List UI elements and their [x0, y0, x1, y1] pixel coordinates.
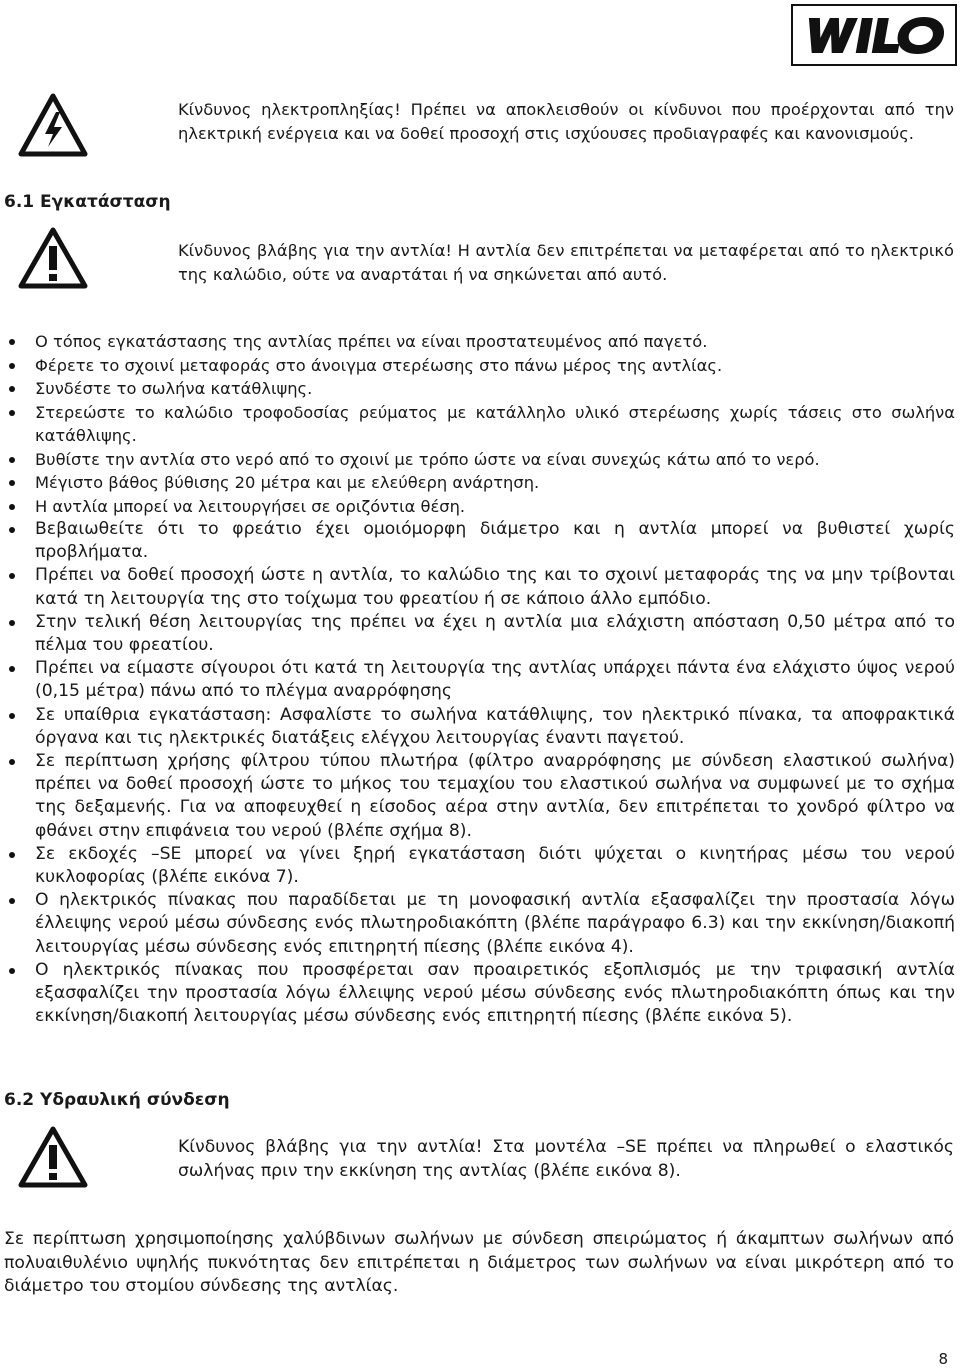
- list-item: Μέγιστο βάθος βύθισης 20 μέτρα και με ελεύθερη ανάρτηση.: [0, 471, 955, 495]
- list-item: Στην τελική θέση λειτουργίας της πρέπει να έχει η αντλία μια ελάχιστη απόσταση 0,50 μέτρα από το πέλμα του φρεατίου.: [0, 611, 955, 657]
- list-item: Ο ηλεκτρικός πίνακας που παραδίδεται με τη μονοφασική αντλία εξασφαλίζει την προστασία λόγω έλλειψης νερού μέσω σύνδεσης ενός πλωτηροδιακόπτη (βλέπε παράγραφο 6.3) και την εκκίνηση/διακοπή λειτουργίας μέσω σύνδεσης ενός επιτηρητή πίεσης (βλέπε εικόνα 4).: [0, 889, 955, 959]
- list-item: Η αντλία μπορεί να λειτουργήσει σε οριζόντια θέση.: [0, 495, 955, 519]
- list-item: Πρέπει να είμαστε σίγουροι ότι κατά τη λειτουργία της αντλίας υπάρχει πάντα ένα ελάχιστο ύψος νερού (0,15 μέτρα) πάνω από το πλέγμα αναρρόφησης: [0, 657, 955, 703]
- list-item: Βεβαιωθείτε ότι το φρεάτιο έχει ομοιόμορφη διάμετρο και η αντλία μπορεί να βυθιστεί χωρίς προβλήματα.: [0, 518, 955, 564]
- section-title-hydraulic-connection: 6.2 Υδραυλική σύνδεση: [4, 1090, 230, 1110]
- wilo-logo: [791, 4, 957, 66]
- list-item: Σε περίπτωση χρήσης φίλτρου τύπου πλωτήρα (φίλτρο αναρρόφησης με σύνδεση ελαστικού σωλήνα) πρέπει να δοθεί προσοχή ώστε το μήκος του τεμαχίου του ελαστικού σωλήνα να συμφωνεί με το σχήμα της δεξαμενής. Για να αποφευχθεί η είσοδος αέρα στην αντλία, δεν επιτρέπεται το χονδρό φίλτρο να φθάνει στην επιφάνεια του νερού (βλέπε σχήμα 8).: [0, 750, 955, 843]
- list-item: Σε υπαίθρια εγκατάσταση: Ασφαλίστε το σωλήνα κατάθλιψης, τον ηλεκτρικό πίνακα, τα αποφρακτικά όργανα και τις ηλεκτρικές διατάξεις ελέγχου λειτουργίας έναντι παγετού.: [0, 704, 955, 750]
- electric-hazard-icon: [18, 92, 88, 158]
- installation-steps-list: [0, 330, 955, 1028]
- list-item: Βυθίστε την αντλία στο νερό από το σχοινί με τρόπο ώστε να είναι συνεχώς κάτω από το νερό.: [0, 448, 955, 472]
- page-number: 8: [938, 1350, 948, 1368]
- warning-pump-damage-text: Κίνδυνος βλάβης για την αντλία! Η αντλία δεν επιτρέπεται να μεταφέρεται από το ηλεκτρικό της καλώδιο, ούτε να αναρτάται ή να σηκώνεται από αυτό.: [178, 241, 954, 284]
- warning-se-models-text: Κίνδυνος βλάβης για την αντλία! Στα μοντέλα –SE πρέπει να πληρωθεί ο ελαστικός σωλήνας πριν την εκκίνηση της αντλίας (βλέπε εικόνα 8).: [178, 1137, 954, 1181]
- list-item: Ο ηλεκτρικός πίνακας που προσφέρεται σαν προαιρετικός εξοπλισμός με την τριφασική αντλία εξασφαλίζει την προστασία λόγω έλλειψης νερού μέσω σύνδεσης ενός πλωτηροδιακόπτη όπως και την εκκίνηση/διακοπή λειτουργίας μέσω σύνδεσης ενός επιτηρητή πίεσης (βλέπε εικόνα 5).: [0, 959, 955, 1029]
- warning-electric-text: Κίνδυνος ηλεκτροπληξίας! Πρέπει να αποκλεισθούν οι κίνδυνοι που προέρχονται από την ηλεκτρική ενέργεια και να δοθεί προσοχή στις ισχύουσες προδιαγραφές και κανονισμούς.: [178, 100, 954, 143]
- list-item: Φέρετε το σχοινί μεταφοράς στο άνοιγμα στερέωσης στο πάνω μέρος της αντλίας.: [0, 354, 955, 378]
- closing-paragraph: Σε περίπτωση χρησιμοποίησης χαλύβδινων σωλήνων με σύνδεση σπειρώματος ή άκαμπτων σωλήνων από πολυαιθυλένιο υψηλής πυκνότητας δεν επιτρέπεται η διάμετρος των σωλήνων να είναι μικρότερη από το διάμετρο του στομίου σύνδεσης της αντλίας.: [4, 1229, 954, 1296]
- list-item: Ο τόπος εγκατάστασης της αντλίας πρέπει να είναι προστατευμένος από παγετό.: [0, 330, 955, 354]
- list-item: Σε εκδοχές –SE μπορεί να γίνει ξηρή εγκατάσταση διότι ψύχεται ο κινητήρας μέσω του νερού κυκλοφορίας (βλέπε εικόνα 7).: [0, 843, 955, 889]
- section-title-installation: 6.1 Εγκατάσταση: [4, 192, 171, 212]
- warning-icon: [18, 226, 88, 290]
- list-item: Πρέπει να δοθεί προσοχή ώστε η αντλία, το καλώδιο της και το σχοινί μεταφοράς της να μην τρίβονται κατά τη λειτουργία της στο τοίχωμα του φρεατίου ή σε κάποιο άλλο εμπόδιο.: [0, 564, 955, 610]
- warning-icon: [18, 1125, 88, 1189]
- list-item: Στερεώστε το καλώδιο τροφοδοσίας ρεύματος με κατάλληλο υλικό στερέωσης χωρίς τάσεις στο σωλήνα κατάθλιψης.: [0, 401, 955, 448]
- list-item: Συνδέστε το σωλήνα κατάθλιψης.: [0, 377, 955, 401]
